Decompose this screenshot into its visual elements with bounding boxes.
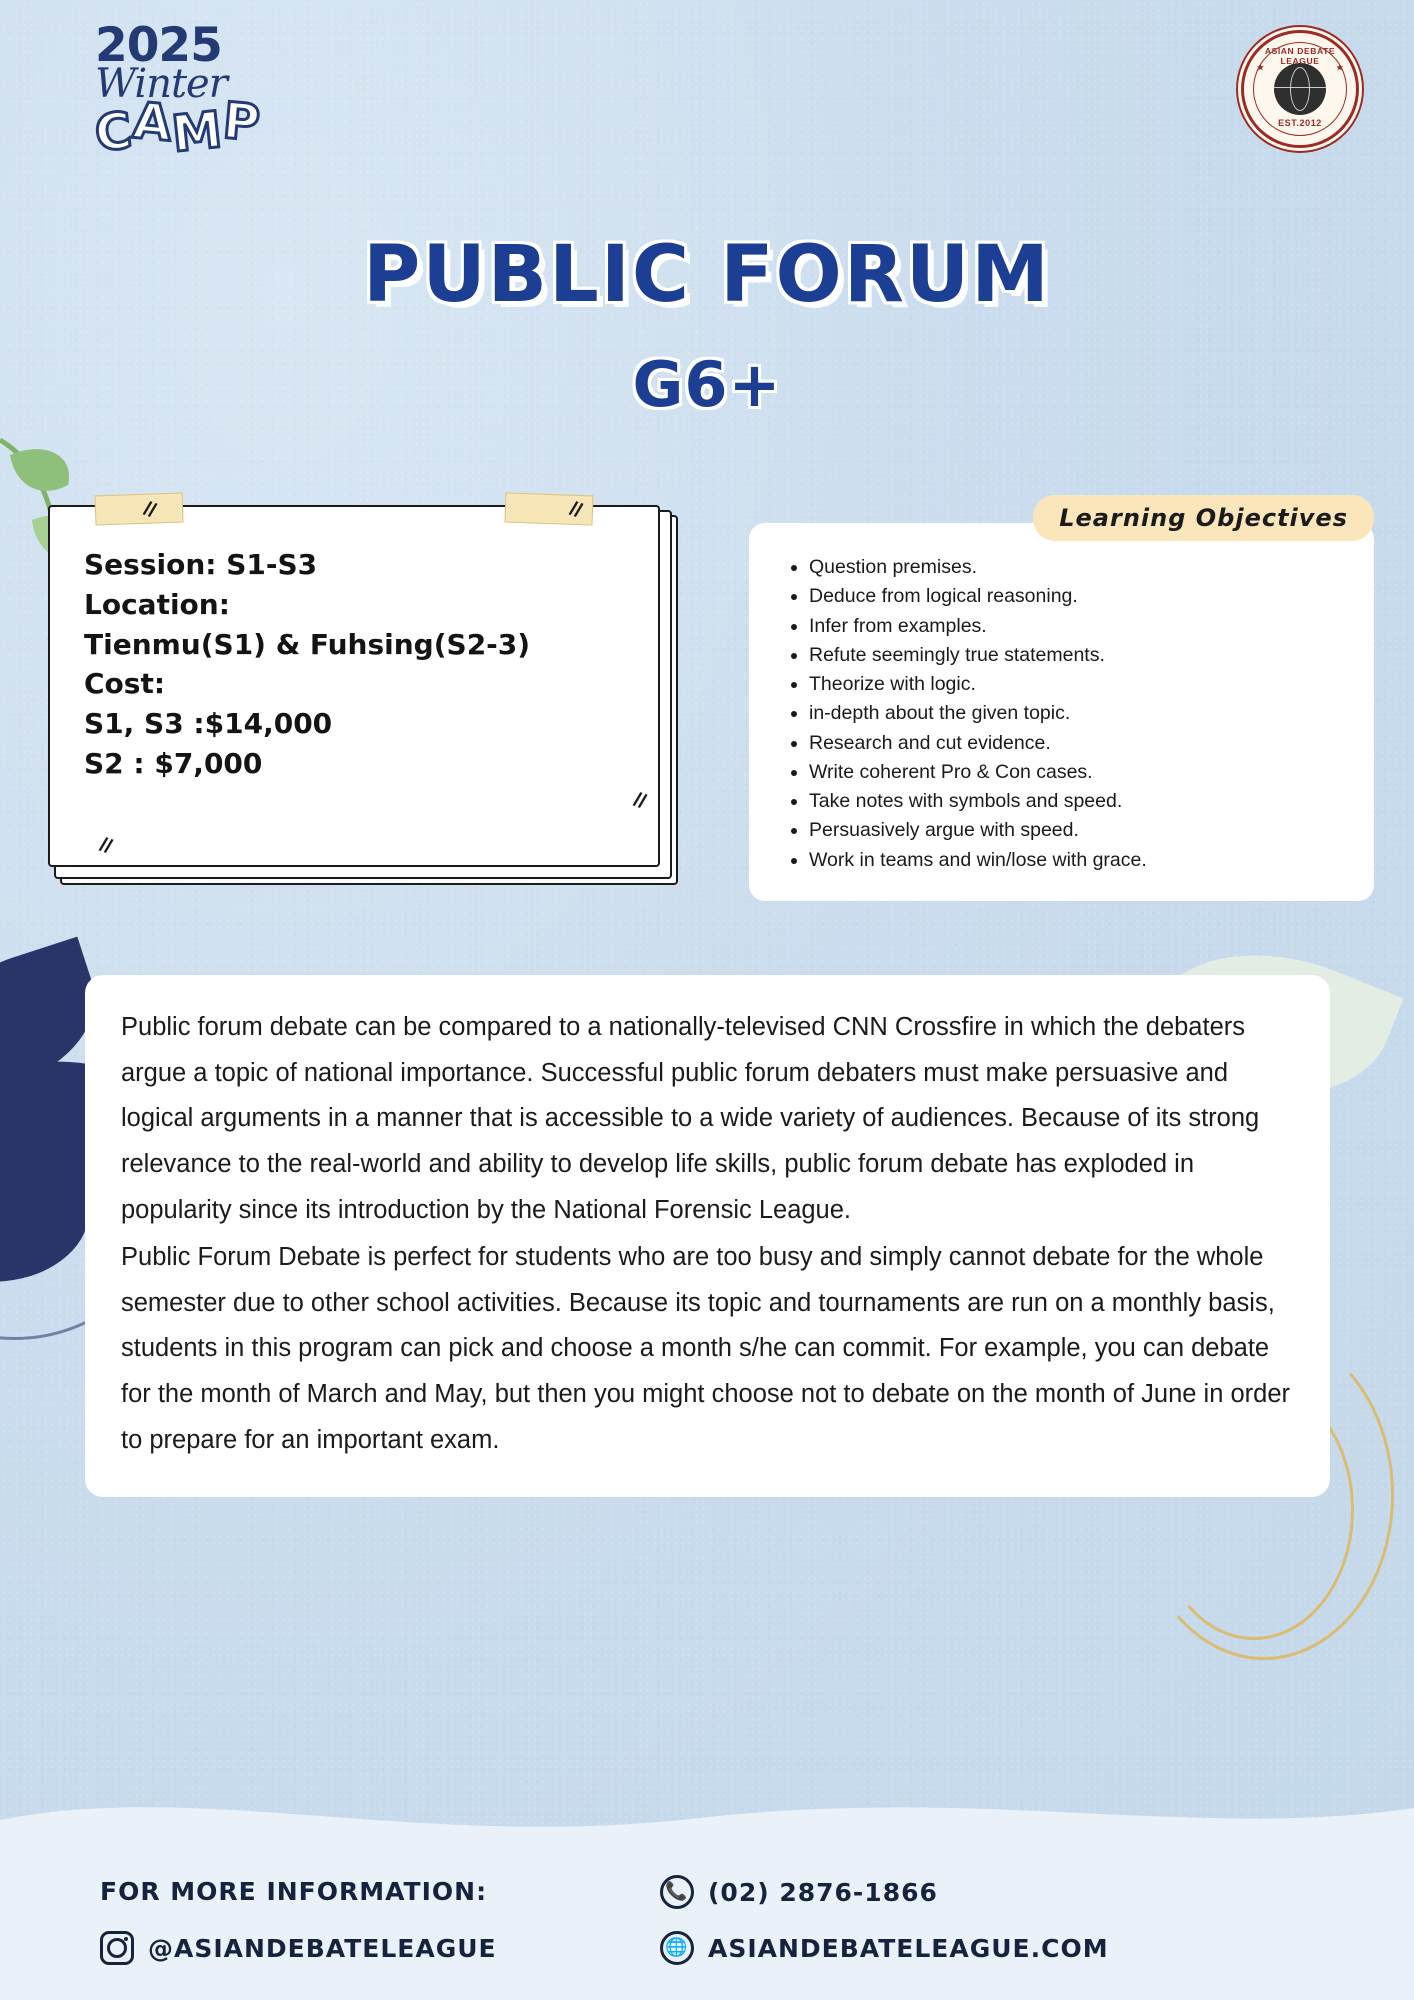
- note-content: [50, 507, 658, 784]
- camp-year: 2025: [95, 18, 222, 73]
- winter-camp-logo: [92, 18, 275, 187]
- list-item: • Infer from examples.: [809, 612, 1340, 641]
- seal-bottom-text: EST.2012: [1278, 118, 1322, 128]
- list-item: • Question premises.: [809, 553, 1340, 582]
- description-paragraph-1: Public forum debate can be compared to a nationally-televised CNN Crossfire in which the debaters argue a topic of national importance. Successful public forum debaters must make persuasive and logical arguments in a manner that is accessible to a wide variety of audiences. Because of its strong relevance to the real-world and ability to develop life skills, public forum debate has exploded in popularity since its introduction by the National Forensic League.: [121, 1013, 1260, 1224]
- cost-line-1: S1, S3 :$14,000: [84, 707, 333, 740]
- list-item: • Write coherent Pro & Con cases.: [809, 758, 1340, 787]
- star-icon-right: ★: [1334, 62, 1345, 73]
- description-card: [85, 975, 1330, 1497]
- list-item: • in-depth about the given topic.: [809, 699, 1340, 728]
- learning-objectives-card: [749, 523, 1374, 901]
- cost-label: Cost:: [84, 667, 166, 701]
- list-item: • Refute seemingly true statements.: [809, 641, 1340, 670]
- website-url: ASIANDEBATELEAGUE.COM: [708, 1933, 1109, 1963]
- page-title: PUBLIC FORUM: [363, 230, 1051, 320]
- learning-objectives-list: [783, 553, 1340, 875]
- footer: [0, 1845, 1414, 2000]
- learning-objectives-badge: Learning Objectives: [1033, 495, 1374, 541]
- scribble-mark-3: //: [630, 788, 649, 814]
- list-item: • Deduce from logical reasoning.: [809, 582, 1340, 611]
- list-item: • Take notes with symbols and speed.: [809, 787, 1340, 816]
- star-icon-left: ★: [1255, 62, 1266, 73]
- scribble-mark-2: //: [566, 497, 585, 523]
- seal-top-text: ASIAN DEBATE LEAGUE: [1264, 46, 1336, 66]
- list-item: • Theorize with logic.: [809, 670, 1340, 699]
- note-paper-front: [48, 505, 660, 867]
- location-label: Location:: [84, 587, 230, 621]
- instagram-handle-row[interactable]: [100, 1931, 497, 1965]
- description-paragraph-2: Public Forum Debate is perfect for students who are too busy and simply cannot debate for the whole semester due to other school activities. Because its topic and tournaments are run on a monthly basis, students in this program can pick and choose a month s/he can commit. For example, you can debate for the month of March and May, but then you might choose not to debate on the month of June in order to prepare for an important exam.: [121, 1243, 1290, 1454]
- instagram-handle: @ASIANDEBATELEAGUE: [148, 1933, 497, 1963]
- globe-icon: [1274, 63, 1326, 115]
- website-row[interactable]: [660, 1931, 1109, 1965]
- list-item: • Persuasively argue with speed.: [809, 816, 1340, 845]
- scribble-mark-1: //: [140, 497, 159, 523]
- cost-line-2: S2 : $7,000: [84, 746, 263, 780]
- tape-left: [95, 492, 184, 525]
- camp-camp-word: CAMP: [92, 91, 264, 164]
- location-value: Tienmu(S1) & Fuhsing(S2-3): [84, 627, 531, 661]
- phone-icon: 📞: [660, 1875, 694, 1909]
- adl-seal-logo: [1241, 30, 1359, 148]
- globe-website-icon: 🌐: [660, 1931, 694, 1965]
- camp-winter-word: Winter: [95, 61, 227, 107]
- session-info-note: [48, 497, 678, 885]
- page-subtitle: G6+: [632, 348, 782, 421]
- phone-row[interactable]: [660, 1875, 938, 1909]
- instagram-icon: [100, 1931, 134, 1965]
- list-item: • Work in teams and win/lose with grace.: [809, 846, 1340, 875]
- session-label: Session: S1-S3: [84, 548, 318, 581]
- list-item: • Research and cut evidence.: [809, 729, 1340, 758]
- phone-number: (02) 2876-1866: [708, 1877, 938, 1907]
- more-info-label: FOR MORE INFORMATION:: [100, 1877, 488, 1906]
- scribble-mark-4: //: [96, 833, 115, 859]
